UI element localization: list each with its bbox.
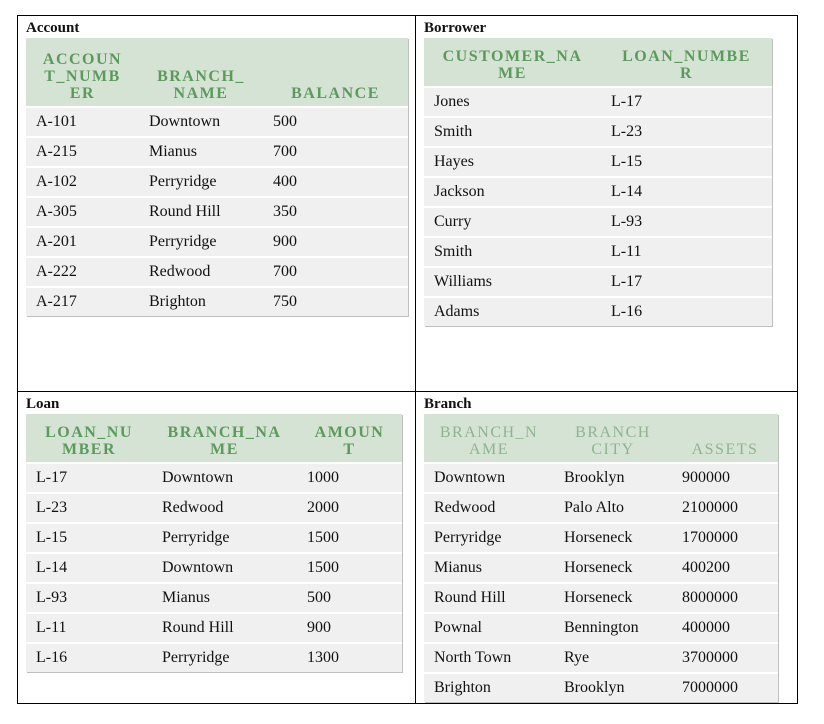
loan-cell: Perryridge (152, 523, 297, 553)
table-row (26, 287, 408, 316)
account-cell: 900 (263, 227, 408, 257)
account-cell: A-201 (26, 227, 139, 257)
table-row (424, 267, 772, 297)
table-row (26, 613, 402, 643)
loan-column-header: LOAN_NU MBER (26, 414, 152, 463)
branch-cell: Brighton (424, 673, 554, 702)
loan-cell: L-93 (26, 583, 152, 613)
branch-cell: 400200 (672, 553, 778, 583)
account-cell: 400 (263, 167, 408, 197)
branch-cell: 1700000 (672, 523, 778, 553)
loan-column-header: AMOUN T (297, 414, 402, 463)
borrower-cell: Jackson (424, 177, 601, 207)
loan-cell: Perryridge (152, 643, 297, 672)
account-cell: A-215 (26, 137, 139, 167)
loan-cell: 1500 (297, 523, 402, 553)
account-cell: 350 (263, 197, 408, 227)
branch-cell: Rye (554, 643, 672, 673)
branch-cell: North Town (424, 643, 554, 673)
table-row (424, 493, 778, 523)
borrower-cell: Smith (424, 237, 601, 267)
borrower-column-header: LOAN_NUMBE R (601, 38, 772, 87)
borrower-title: Borrower (424, 20, 487, 36)
table-row (26, 167, 408, 197)
loan-title: Loan (26, 396, 60, 412)
branch-cell: Redwood (424, 493, 554, 523)
branch-cell: 8000000 (672, 583, 778, 613)
loan-cell: L-11 (26, 613, 152, 643)
branch-cell: 3700000 (672, 643, 778, 673)
account-cell: Mianus (139, 137, 263, 167)
branch-cell: 400000 (672, 613, 778, 643)
loan-cell: L-23 (26, 493, 152, 523)
branch-cell: Brooklyn (554, 673, 672, 702)
branch-cell: 2100000 (672, 493, 778, 523)
loan-cell: L-14 (26, 553, 152, 583)
account-column-header: BRANCH_ NAME (139, 38, 263, 107)
account-cell: Perryridge (139, 227, 263, 257)
borrower-cell: Smith (424, 117, 601, 147)
account-cell: Perryridge (139, 167, 263, 197)
table-row (26, 463, 402, 493)
table-row (424, 297, 772, 326)
borrower-cell: Curry (424, 207, 601, 237)
borrower-cell: Hayes (424, 147, 601, 177)
loan-cell: 2000 (297, 493, 402, 523)
account-cell: 700 (263, 137, 408, 167)
borrower-cell: Jones (424, 87, 601, 117)
account-cell: A-222 (26, 257, 139, 287)
table-row (26, 493, 402, 523)
account-cell: Brighton (139, 287, 263, 316)
branch-cell: Horseneck (554, 583, 672, 613)
borrower-cell: L-16 (601, 297, 772, 326)
account-cell: Redwood (139, 257, 263, 287)
account-table (26, 38, 408, 316)
table-row (424, 117, 772, 147)
borrower-cell: L-11 (601, 237, 772, 267)
loan-cell: 1300 (297, 643, 402, 672)
account-cell: Round Hill (139, 197, 263, 227)
table-row (26, 553, 402, 583)
table-row (26, 257, 408, 287)
branch-column-header: ASSETS (672, 414, 778, 463)
borrower-cell: L-14 (601, 177, 772, 207)
borrower-cell: L-17 (601, 267, 772, 297)
table-row (26, 583, 402, 613)
table-row (26, 523, 402, 553)
account-cell: A-102 (26, 167, 139, 197)
table-row (424, 87, 772, 117)
borrower-table (424, 38, 772, 326)
loan-cell: Redwood (152, 493, 297, 523)
table-row (26, 643, 402, 672)
branch-cell: Mianus (424, 553, 554, 583)
loan-cell: L-17 (26, 463, 152, 493)
table-row (424, 207, 772, 237)
table-row (26, 227, 408, 257)
branch-cell: Brooklyn (554, 463, 672, 493)
grid-vertical-divider (415, 15, 416, 704)
branch-cell: Perryridge (424, 523, 554, 553)
table-row (424, 643, 778, 673)
loan-cell: Mianus (152, 583, 297, 613)
table-row (26, 107, 408, 137)
account-cell: A-305 (26, 197, 139, 227)
branch-table (424, 414, 778, 702)
loan-cell: Downtown (152, 463, 297, 493)
borrower-column-header: CUSTOMER_NA ME (424, 38, 601, 87)
table-row (26, 197, 408, 227)
account-cell: A-217 (26, 287, 139, 316)
loan-cell: 1500 (297, 553, 402, 583)
table-row (26, 137, 408, 167)
loan-column-header: BRANCH_NA ME (152, 414, 297, 463)
loan-cell: L-16 (26, 643, 152, 672)
branch-cell: 900000 (672, 463, 778, 493)
branch-cell: Horseneck (554, 523, 672, 553)
borrower-cell: Williams (424, 267, 601, 297)
table-row (424, 237, 772, 267)
account-column-header: BALANCE (263, 38, 408, 107)
loan-table (26, 414, 402, 672)
table-row (424, 553, 778, 583)
branch-cell: Horseneck (554, 553, 672, 583)
branch-title: Branch (424, 396, 472, 412)
account-title: Account (26, 20, 80, 36)
table-row (424, 613, 778, 643)
loan-cell: L-15 (26, 523, 152, 553)
borrower-cell: Adams (424, 297, 601, 326)
account-cell: 700 (263, 257, 408, 287)
account-cell: Downtown (139, 107, 263, 137)
branch-cell: Downtown (424, 463, 554, 493)
loan-cell: Downtown (152, 553, 297, 583)
account-column-header: ACCOUN T_NUMB ER (26, 38, 139, 107)
loan-cell: Round Hill (152, 613, 297, 643)
branch-column-header: BRANCH CITY (554, 414, 672, 463)
table-row (424, 463, 778, 493)
account-cell: 500 (263, 107, 408, 137)
branch-cell: Palo Alto (554, 493, 672, 523)
table-row (424, 177, 772, 207)
table-row (424, 147, 772, 177)
borrower-cell: L-17 (601, 87, 772, 117)
table-row (424, 583, 778, 613)
borrower-cell: L-93 (601, 207, 772, 237)
branch-column-header: BRANCH_N AME (424, 414, 554, 463)
account-cell: A-101 (26, 107, 139, 137)
account-cell: 750 (263, 287, 408, 316)
table-row (424, 523, 778, 553)
branch-cell: 7000000 (672, 673, 778, 702)
table-row (424, 673, 778, 702)
branch-cell: Round Hill (424, 583, 554, 613)
borrower-cell: L-15 (601, 147, 772, 177)
loan-cell: 1000 (297, 463, 402, 493)
grid-horizontal-divider (17, 391, 798, 392)
loan-cell: 900 (297, 613, 402, 643)
branch-cell: Pownal (424, 613, 554, 643)
branch-cell: Bennington (554, 613, 672, 643)
loan-cell: 500 (297, 583, 402, 613)
borrower-cell: L-23 (601, 117, 772, 147)
